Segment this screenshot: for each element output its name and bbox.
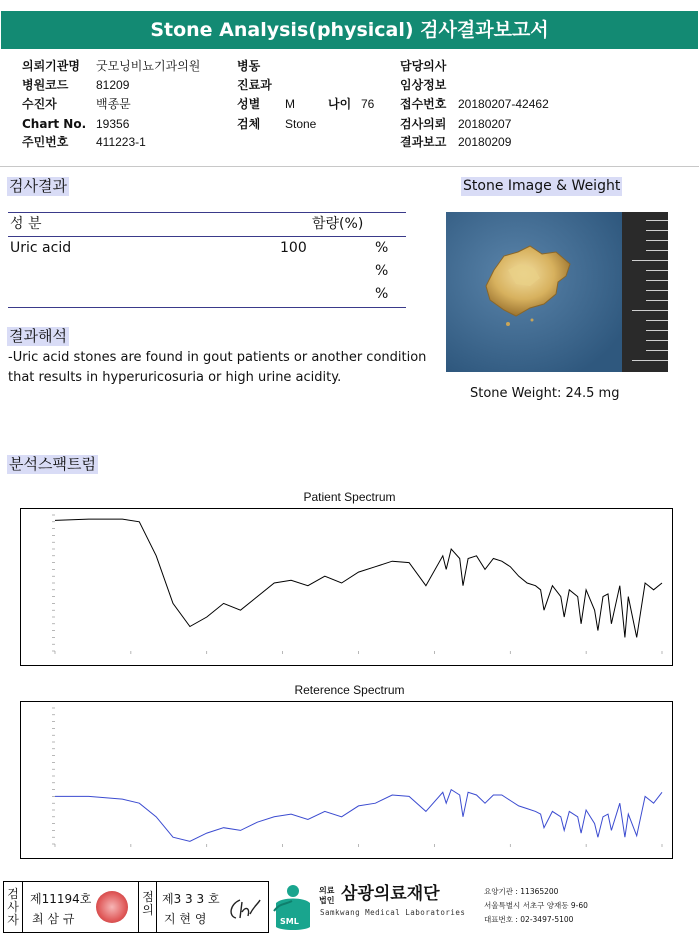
info-sex-value: M [285,97,295,111]
info-specimen-value: Stone [285,117,317,131]
results-table-bottom-rule [8,307,406,308]
results-row-component: Uric acid [10,240,72,256]
org-phone: 대표번호 : 02-3497-5100 [484,915,574,924]
reference-spectrum-chart [20,701,673,859]
info-request-date: 검사의뢰 [400,117,447,131]
org-name: 삼광의료재단 [341,884,440,904]
info-referring-institution-value: 굿모닝비뇨기과의원 [96,59,201,73]
results-row-unit: % [375,263,389,279]
reference-spectrum-title: Reterence Spectrum [294,683,405,697]
stone-photo [446,212,668,372]
inspector-name: 최 삼 규 [32,912,75,926]
interpretation-text: -Uric acid stones are found in gout patients or another condition that results in hyperuricosuria or high urine acidity. [8,350,427,385]
interpretation-section-title: 결과해석 [9,327,67,345]
org-english-name: Samkwang Medical Laboratories [320,908,466,917]
stone-shape [446,212,622,372]
checker-name: 지 현 영 [164,912,207,926]
info-ward: 병동 [237,59,261,73]
info-chart-no: Chart No. [22,117,87,131]
info-age: 나이 [328,97,352,111]
results-row-unit: % [375,286,389,302]
info-report-date-value: 20180209 [458,135,512,149]
info-report-date: 결과보고 [400,135,447,149]
info-hospital-code: 병원코드 [22,78,69,92]
footer [0,878,699,938]
info-patient-value: 백종문 [96,97,131,111]
signature-box [3,881,269,933]
info-department: 진료과 [237,78,272,92]
info-hospital-code-value: 81209 [96,78,130,92]
info-doctor: 담당의사 [400,59,447,73]
results-header-component: 성 분 [10,216,42,232]
report-title: Stone Analysis(physical) 검사결과보고서 [1,11,698,49]
info-receipt-no: 접수번호 [400,97,447,111]
info-chart-no-value: 19356 [96,117,130,131]
checker-license-no: 제3 3 3 호 [162,892,220,906]
reference-spectrum-plot [21,702,672,858]
info-request-date-value: 20180207 [458,117,512,131]
info-resident-no-value: 411223-1 [96,135,146,149]
spectrum-series-line [55,790,662,842]
info-patient: 수진자 [22,97,57,111]
results-section-title: 검사결과 [9,177,67,195]
info-specimen: 검체 [237,117,261,131]
results-row-unit: % [375,240,389,256]
stone-weight: Stone Weight: 24.5 mg [470,386,620,401]
checker-signature [226,896,262,922]
org-prefix-top: 의료 [319,886,335,895]
info-sex: 성별 [237,97,261,111]
patient-spectrum-chart [20,508,673,666]
org-address: 서울특별시 서초구 양재동 9-60 [484,901,588,910]
info-referring-institution: 의뢰기관명 [22,59,80,73]
inspector-label: 검사자 [7,887,19,927]
checker-label: 점의 [142,890,154,917]
results-row-amount: 100 [280,240,307,256]
results-table-top-rule [8,212,406,213]
results-header-amount: 함량(%) [312,216,364,232]
stone-section-title: Stone Image & Weight [463,178,621,194]
org-prefix-bottom: 법인 [319,896,335,905]
spectrum-section-title: 분석스팩트럼 [9,455,96,473]
measurement-ruler [622,212,668,372]
inspector-seal [96,891,128,923]
patient-spectrum-plot [21,509,672,665]
results-table-header-rule [8,236,406,237]
info-receipt-no-value: 20180207-42462 [458,97,549,111]
org-code: 요양기관 : 11365200 [484,887,559,896]
info-age-value: 76 [361,97,375,111]
info-resident-no: 주민번호 [22,135,69,149]
info-divider [0,166,699,167]
info-clinical-info: 임상정보 [400,78,447,92]
sml-logo-text: SML [280,917,299,926]
patient-spectrum-title: Patient Spectrum [303,490,396,504]
inspector-license-no: 제11194호 [30,892,92,906]
spectrum-series-line [55,519,662,637]
